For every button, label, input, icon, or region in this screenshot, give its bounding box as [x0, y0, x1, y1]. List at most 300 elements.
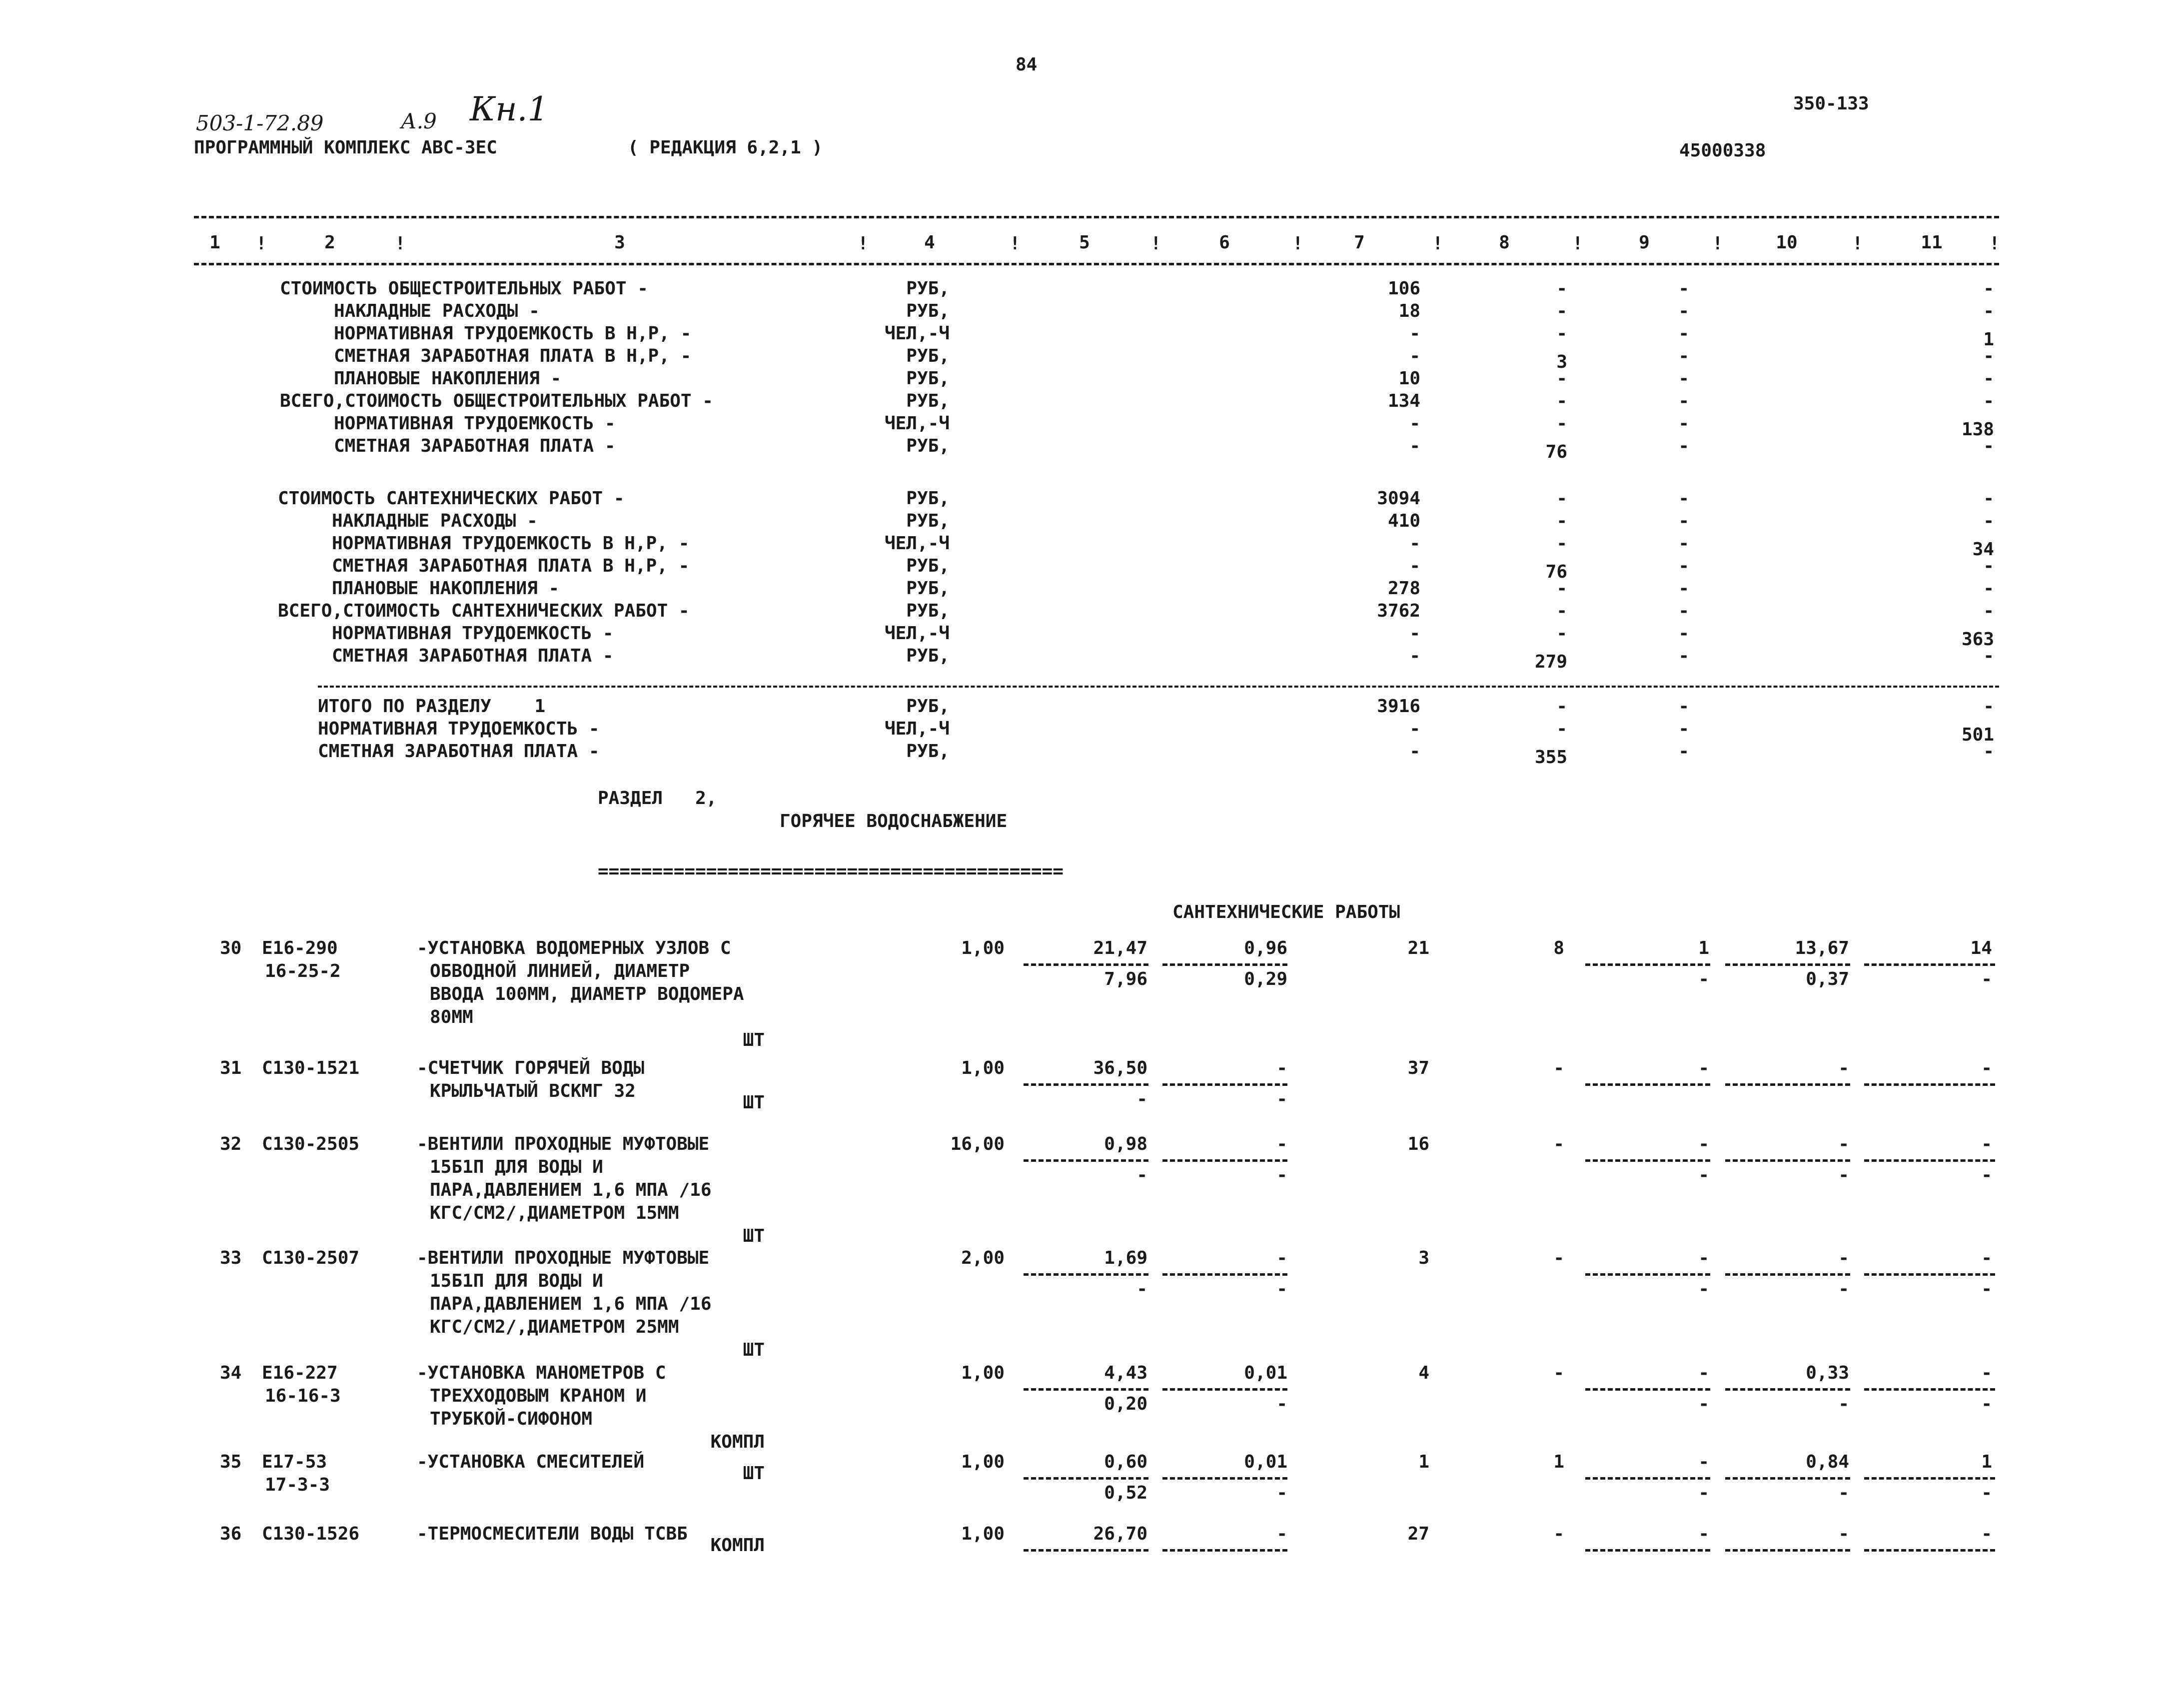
summary-col7-value: 410 [1387, 511, 1420, 531]
summary-col7-value: - [1409, 646, 1420, 666]
summary-col9-value: - [1678, 533, 1689, 554]
item-c8-value: - [1553, 1248, 1564, 1268]
column-divider: ! [1572, 233, 1583, 254]
summary-row-label: ВСЕГО,СТОИМОСТЬ ОБЩЕСТРОИТЕЛЬНЫХ РАБОТ - [280, 391, 713, 411]
summary-row-unit: ЧЕЛ,-Ч [884, 323, 950, 344]
summary-row-label: СТОИМОСТЬ САНТЕХНИЧЕСКИХ РАБОТ - [278, 488, 625, 509]
summary-col11-value: - [1983, 436, 1994, 456]
value-underline [1585, 1273, 1710, 1276]
summary-col11-value: 501 [1961, 725, 1994, 745]
summary-row-label: НАКЛАДНЫЕ РАСХОДЫ - [334, 301, 540, 321]
item-c10b-value: - [1838, 1394, 1849, 1414]
item-c8-value: 8 [1553, 938, 1564, 958]
summary-row-unit: РУБ, [906, 436, 950, 456]
summary-row-label: СМЕТНАЯ ЗАРАБОТНАЯ ПЛАТА - [318, 741, 600, 762]
summary-col7-value: 18 [1398, 301, 1420, 321]
program-name: ПРОГРАММНЫЙ КОМПЛЕКС АВС-3ЕС [194, 137, 497, 158]
item-description-line: КГС/СМ2/,ДИАМЕТРОМ 25ММ [430, 1317, 679, 1337]
summary-col8-value: - [1556, 601, 1567, 621]
item-code: С130-2505 [262, 1134, 360, 1154]
summary-col9-value: - [1678, 391, 1689, 411]
summary-col8-value: - [1556, 368, 1567, 389]
item-c8-value: - [1553, 1134, 1564, 1154]
value-underline [1725, 963, 1850, 966]
item-c9-value: - [1698, 1058, 1709, 1078]
item-c6-value: 0,01 [1244, 1452, 1287, 1472]
summary-row-label: ИТОГО ПО РАЗДЕЛУ 1 [318, 696, 546, 717]
item-code: С130-1526 [262, 1524, 360, 1544]
value-underline [1725, 1388, 1850, 1391]
item-qty-value: 2,00 [961, 1248, 1005, 1268]
item-qty-value: 1,00 [961, 1452, 1005, 1472]
item-c10b-value: - [1838, 1483, 1849, 1503]
summary-col9-value: - [1678, 323, 1689, 344]
column-header: 10 [1776, 232, 1798, 253]
item-c9-value: - [1698, 1134, 1709, 1154]
summary-row-unit: РУБ, [906, 391, 950, 411]
item-description-line: ПАРА,ДАВЛЕНИЕМ 1,6 МПА /16 [430, 1294, 712, 1314]
summary-col7-value: - [1409, 556, 1420, 576]
value-underline [1864, 1388, 1995, 1391]
handwritten-album: А.9 [401, 109, 437, 133]
item-c10-value: - [1838, 1524, 1849, 1544]
item-c6-value: - [1276, 1134, 1287, 1154]
item-c11b-value: - [1981, 1165, 1992, 1185]
summary-col7-value: - [1409, 741, 1420, 762]
summary-row-label: СМЕТНАЯ ЗАРАБОТНАЯ ПЛАТА В Н,Р, - [332, 556, 690, 576]
item-description-line: -СЧЕТЧИК ГОРЯЧЕЙ ВОДЫ [417, 1058, 645, 1078]
item-unit: ШТ [743, 1030, 765, 1050]
program-edition: ( РЕДАКЦИЯ 6,2,1 ) [628, 137, 823, 158]
summary-col7-value: 3762 [1377, 601, 1420, 621]
item-c11-value: 1 [1981, 1452, 1992, 1472]
item-c5b-value: - [1136, 1165, 1147, 1185]
summary-col7-value: 106 [1387, 278, 1420, 299]
summary-col11-value: - [1983, 488, 1994, 509]
value-underline [1585, 963, 1710, 966]
summary-col9-value: - [1678, 719, 1689, 739]
summary-col9-value: - [1678, 278, 1689, 299]
item-description-line: -УСТАНОВКА СМЕСИТЕЛЕЙ [417, 1452, 645, 1472]
item-c8-value: - [1553, 1363, 1564, 1383]
value-underline [1864, 1159, 1995, 1162]
summary-col8-value: - [1556, 696, 1567, 717]
item-c10-value: 0,84 [1806, 1452, 1849, 1472]
summary-col7-value: - [1409, 719, 1420, 739]
item-c7-value: 4 [1418, 1363, 1429, 1383]
summary-col7-value: - [1409, 436, 1420, 456]
item-c9-value: 1 [1698, 938, 1709, 958]
item-c9b-value: - [1698, 1165, 1709, 1185]
section-title: ГОРЯЧЕЕ ВОДОСНАБЖЕНИЕ [780, 811, 1008, 832]
item-c11b-value: - [1981, 969, 1992, 989]
item-description-line: ТРУБКОЙ-СИФОНОМ [430, 1409, 593, 1429]
summary-col8-value: - [1556, 391, 1567, 411]
summary-col11-value: 363 [1961, 629, 1994, 650]
summary-col11-value: 138 [1961, 419, 1994, 440]
value-underline [1585, 1083, 1710, 1086]
value-underline [1864, 1549, 1995, 1552]
summary-col9-value: - [1678, 511, 1689, 531]
summary-row-unit: РУБ, [906, 646, 950, 666]
summary-col9-value: - [1678, 301, 1689, 321]
item-unit: ШТ [743, 1340, 765, 1360]
value-underline [1585, 1388, 1710, 1391]
value-underline [1725, 1159, 1850, 1162]
document-code: 350-133 [1793, 93, 1869, 114]
summary-col11-value: - [1983, 556, 1994, 576]
item-description-line: -ВЕНТИЛИ ПРОХОДНЫЕ МУФТОВЫЕ [417, 1134, 710, 1154]
item-code: С130-2507 [262, 1248, 360, 1268]
value-underline [1864, 1477, 1995, 1480]
summary-col11-value: - [1983, 368, 1994, 389]
summary-row-label: ПЛАНОВЫЕ НАКОПЛЕНИЯ - [334, 368, 562, 389]
item-c8-value: - [1553, 1058, 1564, 1078]
summary-col9-value: - [1678, 346, 1689, 366]
summary-row-label: СМЕТНАЯ ЗАРАБОТНАЯ ПЛАТА - [332, 646, 614, 666]
value-underline [1864, 1273, 1995, 1276]
item-c11-value: - [1981, 1058, 1992, 1078]
value-underline [1162, 1477, 1287, 1480]
item-qty-value: 16,00 [950, 1134, 1005, 1154]
value-underline [1024, 963, 1148, 966]
summary-row-unit: РУБ, [906, 368, 950, 389]
item-c5b-value: 7,96 [1104, 969, 1147, 989]
item-c10b-value: - [1838, 1165, 1849, 1185]
item-c11b-value: - [1981, 1483, 1992, 1503]
summary-row-unit: ЧЕЛ,-Ч [884, 533, 950, 554]
summary-col7-value: 3094 [1377, 488, 1420, 509]
column-header: 8 [1499, 232, 1510, 253]
item-c5-value: 4,43 [1104, 1363, 1147, 1383]
column-divider: ! [1010, 233, 1021, 254]
item-c6b-value: - [1276, 1089, 1287, 1109]
item-description-line: 15Б1П ДЛЯ ВОДЫ И [430, 1157, 603, 1177]
column-divider: ! [1292, 233, 1303, 254]
value-underline [1024, 1549, 1148, 1552]
value-underline [1585, 1159, 1710, 1162]
item-c9-value: - [1698, 1524, 1709, 1544]
summary-col11-value: - [1983, 741, 1994, 762]
item-c10b-value: - [1838, 1279, 1849, 1299]
item-c5b-value: - [1136, 1279, 1147, 1299]
item-c5b-value: 0,20 [1104, 1394, 1147, 1414]
summary-row-unit: РУБ, [906, 278, 950, 299]
item-c11-value: - [1981, 1363, 1992, 1383]
summary-row-unit: РУБ, [906, 696, 950, 717]
value-underline [1024, 1159, 1148, 1162]
column-header: 2 [324, 232, 335, 253]
summary-row-unit: ЧЕЛ,-Ч [884, 719, 950, 739]
summary-col8-value: - [1556, 413, 1567, 434]
item-description-line: -УСТАНОВКА МАНОМЕТРОВ С [417, 1363, 666, 1383]
item-c9-value: - [1698, 1363, 1709, 1383]
value-underline [1725, 1273, 1850, 1276]
summary-row-unit: РУБ, [906, 488, 950, 509]
column-divider: ! [1989, 233, 2000, 254]
summary-row-unit: РУБ, [906, 601, 950, 621]
item-c9b-value: - [1698, 1394, 1709, 1414]
column-divider: ! [1712, 233, 1723, 254]
item-c5-value: 21,47 [1093, 938, 1147, 958]
summary-row-unit: РУБ, [906, 578, 950, 599]
item-description-line: КГС/СМ2/,ДИАМЕТРОМ 15ММ [430, 1203, 679, 1223]
column-header: 6 [1219, 232, 1230, 253]
item-description-line: 15Б1П ДЛЯ ВОДЫ И [430, 1271, 603, 1291]
header-bottom-rule [194, 263, 1999, 265]
summary-col9-value: - [1678, 696, 1689, 717]
item-c11-value: - [1981, 1524, 1992, 1544]
item-c11-value: - [1981, 1248, 1992, 1268]
item-unit: КОМПЛ [710, 1432, 765, 1452]
summary-row-label: НАКЛАДНЫЕ РАСХОДЫ - [332, 511, 538, 531]
summary-col11-value: 1 [1983, 329, 1994, 350]
item-c11b-value: - [1981, 1279, 1992, 1299]
item-number: 31 [220, 1058, 242, 1078]
item-c5-value: 0,98 [1104, 1134, 1147, 1154]
summary-col11-value: - [1983, 301, 1994, 321]
item-c5-value: 26,70 [1093, 1524, 1147, 1544]
summary-row-label: НОРМАТИВНАЯ ТРУДОЕМКОСТЬ - [332, 623, 614, 644]
item-c9b-value: - [1698, 1483, 1709, 1503]
item-code: С130-1521 [262, 1058, 360, 1078]
summary-col7-value: - [1409, 623, 1420, 644]
summary-row-unit: ЧЕЛ,-Ч [884, 413, 950, 434]
item-c10-value: - [1838, 1058, 1849, 1078]
item-unit: ШТ [743, 1226, 765, 1246]
summary-col8-value: 3 [1556, 352, 1567, 372]
summary-col7-value: - [1409, 413, 1420, 434]
summary-col9-value: - [1678, 436, 1689, 456]
handwritten-code: 503-1-72.89 [196, 111, 324, 135]
value-underline [1864, 963, 1995, 966]
summary-col9-value: - [1678, 646, 1689, 666]
value-underline [1024, 1273, 1148, 1276]
item-description-line: ВВОДА 100ММ, ДИАМЕТР ВОДОМЕРА [430, 984, 744, 1004]
summary-col9-value: - [1678, 578, 1689, 599]
header-top-rule [194, 216, 1999, 218]
summary-row-label: СМЕТНАЯ ЗАРАБОТНАЯ ПЛАТА В Н,Р, - [334, 346, 692, 366]
column-header: 9 [1639, 232, 1650, 253]
handwritten-book: Кн.1 [470, 90, 549, 128]
summary-col8-value: 76 [1545, 562, 1567, 582]
value-underline [1024, 1083, 1148, 1086]
item-c6b-value: - [1276, 1279, 1287, 1299]
summary-col8-value: - [1556, 578, 1567, 599]
item-number: 33 [220, 1248, 242, 1268]
summary-col7-value: 278 [1387, 578, 1420, 599]
column-divider: ! [1150, 233, 1161, 254]
value-underline [1725, 1549, 1850, 1552]
column-header: 11 [1921, 232, 1943, 253]
item-code-secondary: 16-25-2 [265, 961, 341, 981]
item-description-line: -ВЕНТИЛИ ПРОХОДНЫЕ МУФТОВЫЕ [417, 1248, 710, 1268]
summary-col11-value: - [1983, 346, 1994, 366]
summary-col11-value: - [1983, 696, 1994, 717]
summary-row-unit: РУБ, [906, 301, 950, 321]
value-underline [1024, 1388, 1148, 1391]
item-code-secondary: 17-3-3 [265, 1475, 330, 1495]
item-c8-value: - [1553, 1524, 1564, 1544]
item-c7-value: 21 [1407, 938, 1429, 958]
item-c10-value: 13,67 [1795, 938, 1849, 958]
page-number: 84 [1016, 54, 1038, 75]
item-c7-value: 37 [1407, 1058, 1429, 1078]
document-number: 45000338 [1679, 140, 1766, 161]
item-unit: КОМПЛ [710, 1535, 765, 1556]
column-divider: ! [1432, 233, 1443, 254]
item-c7-value: 27 [1407, 1524, 1429, 1544]
summary-col8-value: - [1556, 719, 1567, 739]
item-description-line: ТРЕХХОДОВЫМ КРАНОМ И [430, 1386, 647, 1406]
item-c11-value: 14 [1970, 938, 1992, 958]
summary-col9-value: - [1678, 741, 1689, 762]
item-c5-value: 36,50 [1093, 1058, 1147, 1078]
summary-row-label: НОРМАТИВНАЯ ТРУДОЕМКОСТЬ В Н,Р, - [332, 533, 690, 554]
item-c9b-value: - [1698, 969, 1709, 989]
summary-row-unit: РУБ, [906, 741, 950, 762]
item-c5b-value: 0,52 [1104, 1483, 1147, 1503]
item-description-line: -УСТАНОВКА ВОДОМЕРНЫХ УЗЛОВ С [417, 938, 731, 958]
value-underline [1162, 1388, 1287, 1391]
item-c10-value: 0,33 [1806, 1363, 1849, 1383]
summary-col7-value: - [1409, 533, 1420, 554]
item-description-line: -ТЕРМОСМЕСИТЕЛИ ВОДЫ ТСВБ [417, 1524, 688, 1544]
summary-col7-value: - [1409, 346, 1420, 366]
summary-col8-value: 355 [1534, 747, 1567, 768]
summary-row-unit: ЧЕЛ,-Ч [884, 623, 950, 644]
item-number: 30 [220, 938, 242, 958]
summary-row-label: ВСЕГО,СТОИМОСТЬ САНТЕХНИЧЕСКИХ РАБОТ - [278, 601, 690, 621]
item-c6b-value: - [1276, 1394, 1287, 1414]
item-qty-value: 1,00 [961, 1058, 1005, 1078]
summary-row-label: СМЕТНАЯ ЗАРАБОТНАЯ ПЛАТА - [334, 436, 616, 456]
summary-col7-value: 3916 [1377, 696, 1420, 717]
summary-col7-value: 10 [1398, 368, 1420, 389]
summary-col11-value: - [1983, 578, 1994, 599]
summary-row-unit: РУБ, [906, 346, 950, 366]
column-header: 7 [1354, 232, 1365, 253]
column-header: 4 [924, 232, 935, 253]
item-c8-value: 1 [1553, 1452, 1564, 1472]
summary-col11-value: 34 [1972, 539, 1994, 560]
item-description-line: КРЫЛЬЧАТЫЙ ВСКМГ 32 [430, 1081, 636, 1101]
summary-col8-value: - [1556, 301, 1567, 321]
section-label: РАЗДЕЛ 2, [598, 788, 717, 809]
value-underline [1162, 1273, 1287, 1276]
item-c10-value: - [1838, 1134, 1849, 1154]
summary-col8-value: 279 [1534, 652, 1567, 672]
item-c7-value: 1 [1418, 1452, 1429, 1472]
column-divider: ! [858, 233, 869, 254]
value-underline [1725, 1083, 1850, 1086]
item-code: Е17-53 [262, 1452, 327, 1472]
summary-row-label: НОРМАТИВНАЯ ТРУДОЕМКОСТЬ - [334, 413, 616, 434]
column-divider: ! [395, 233, 406, 254]
summary-col11-value: - [1983, 278, 1994, 299]
item-c6b-value: - [1276, 1165, 1287, 1185]
summary-col8-value: - [1556, 278, 1567, 299]
item-number: 34 [220, 1363, 242, 1383]
summary-col7-value: 134 [1387, 391, 1420, 411]
column-header: 5 [1079, 232, 1090, 253]
summary-col8-value: - [1556, 511, 1567, 531]
summary-row-unit: РУБ, [906, 511, 950, 531]
summary-col8-value: - [1556, 323, 1567, 344]
value-underline [1024, 1477, 1148, 1480]
item-c5-value: 0,60 [1104, 1452, 1147, 1472]
summary-col9-value: - [1678, 488, 1689, 509]
column-divider: ! [1852, 233, 1863, 254]
summary-col11-value: - [1983, 511, 1994, 531]
item-c10b-value: 0,37 [1806, 969, 1849, 989]
item-number: 35 [220, 1452, 242, 1472]
item-code: Е16-227 [262, 1363, 338, 1383]
summary-row-label: СТОИМОСТЬ ОБЩЕСТРОИТЕЛЬНЫХ РАБОТ - [280, 278, 648, 299]
item-c10-value: - [1838, 1248, 1849, 1268]
summary-col8-value: - [1556, 623, 1567, 644]
summary-col8-value: - [1556, 533, 1567, 554]
item-c6b-value: 0,29 [1244, 969, 1287, 989]
summary-row-label: ПЛАНОВЫЕ НАКОПЛЕНИЯ - [332, 578, 560, 599]
item-code-secondary: 16-16-3 [265, 1386, 341, 1406]
summary-col11-value: - [1983, 391, 1994, 411]
summary-col8-value: 76 [1545, 442, 1567, 462]
item-c5b-value: - [1136, 1089, 1147, 1109]
item-qty-value: 1,00 [961, 938, 1005, 958]
item-c6-value: - [1276, 1058, 1287, 1078]
item-c6b-value: - [1276, 1483, 1287, 1503]
value-underline [1162, 1549, 1287, 1552]
section-rule: =========================================== [598, 861, 1064, 881]
works-subtitle: САНТЕХНИЧЕСКИЕ РАБОТЫ [1172, 902, 1400, 922]
item-description-line: 80ММ [430, 1007, 473, 1027]
value-underline [1585, 1477, 1710, 1480]
item-c9b-value: - [1698, 1279, 1709, 1299]
item-qty-value: 1,00 [961, 1524, 1005, 1544]
item-c7-value: 3 [1418, 1248, 1429, 1268]
item-c11b-value: - [1981, 1394, 1992, 1414]
summary-col8-value: - [1556, 488, 1567, 509]
summary-col9-value: - [1678, 368, 1689, 389]
item-c6-value: 0,96 [1244, 938, 1287, 958]
item-c7-value: 16 [1407, 1134, 1429, 1154]
column-divider: ! [256, 233, 267, 254]
item-c6-value: - [1276, 1524, 1287, 1544]
item-c6-value: 0,01 [1244, 1363, 1287, 1383]
item-description-line: ПАРА,ДАВЛЕНИЕМ 1,6 МПА /16 [430, 1180, 712, 1200]
value-underline [1725, 1477, 1850, 1480]
summary-col11-value: - [1983, 646, 1994, 666]
summary-col9-value: - [1678, 601, 1689, 621]
summary-col9-value: - [1678, 413, 1689, 434]
item-description-line: ОБВОДНОЙ ЛИНИЕЙ, ДИАМЕТР [430, 961, 690, 981]
value-underline [1585, 1549, 1710, 1552]
summary-row-label: НОРМАТИВНАЯ ТРУДОЕМКОСТЬ В Н,Р, - [334, 323, 692, 344]
item-c11-value: - [1981, 1134, 1992, 1154]
item-code: Е16-290 [262, 938, 338, 958]
item-unit: ШТ [743, 1463, 765, 1484]
item-c6-value: - [1276, 1248, 1287, 1268]
item-qty-value: 1,00 [961, 1363, 1005, 1383]
summary-col11-value: - [1983, 601, 1994, 621]
value-underline [1162, 1159, 1287, 1162]
column-header: 3 [614, 232, 625, 253]
item-number: 32 [220, 1134, 242, 1154]
value-underline [1162, 1083, 1287, 1086]
summary-col9-value: - [1678, 556, 1689, 576]
value-underline [1162, 963, 1287, 966]
